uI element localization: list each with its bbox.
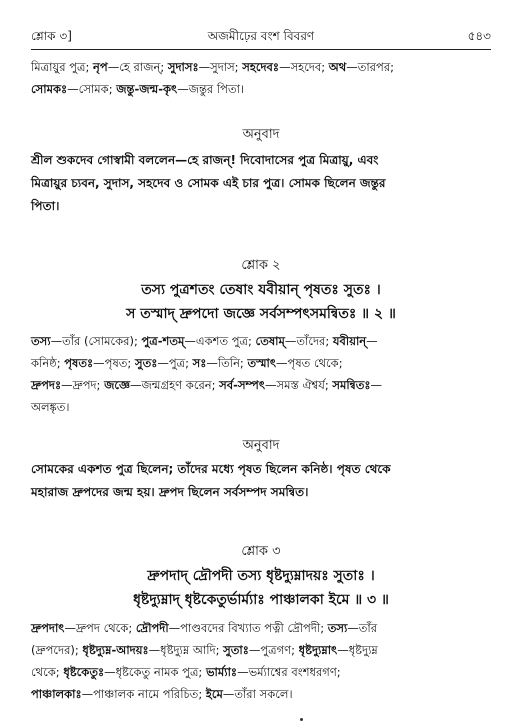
translation-line: সোমকের একশত পুত্র ছিলেন; তাঁদের মধ্যে পৃষত ছিলেন কনিষ্ঠ। পৃষত থেকে (31, 462, 391, 476)
verse-line: দ্রুপদাদ্ দ্রৌপদী তস্য ধৃষ্টদ্যুম্নাদয়ঃ সুতাঃ । (147, 568, 375, 584)
translation-line: শ্রীল শুকদেব গোস্বামী বললেন—হে রাজন্! দিবোদাসের পুত্র মিত্রায়ু, এবং (31, 153, 379, 167)
verse-line: তস্য পুত্রশতং তেষাং যবীয়ান্ পৃষতঃ সুতঃ । (141, 282, 381, 298)
verse-reference: শ্লোক ৩] (31, 29, 72, 43)
synonyms (31, 617, 491, 705)
verse-line: ধৃষ্টদ্যুম্নাদ্ ধৃষ্টকেতুর্ভার্ম্যাঃ পাঞ্চালকা ইমে ॥ ৩ ॥ (133, 592, 389, 608)
page-number: ৫৪৩ (467, 29, 491, 43)
translation-text (31, 458, 491, 504)
chapter-title: অজমীঢ়ের বংশ বিবরণ (207, 29, 315, 43)
print-speck (300, 718, 303, 721)
verse-heading: শ্লোক ২ (241, 258, 281, 273)
synonyms (31, 330, 491, 418)
synonym-line: থেকে; ধৃষ্টকেতুঃ—ধৃষ্টকেতু নামক পুত্র; ভার্ম্যাঃ—ভর্ম্যাশ্বের বংশধরগণ; (31, 665, 341, 679)
synonym-line: তস্য—তাঁর (সোমকের); পুত্র-শতম্—একশত পুত্র; তেষাম্—তাঁদের; যবীয়ান্— (31, 334, 378, 348)
header-rule (31, 49, 491, 50)
verse-line: স তস্মাদ্ দ্রুপদো জজ্ঞে সর্বসম্পৎসমন্বিতঃ ॥ ২ ॥ (126, 306, 396, 322)
synonyms-continued (31, 56, 491, 100)
translation-heading: অনুবাদ (242, 127, 280, 142)
translation-text (31, 149, 491, 218)
translation-heading: অনুবাদ (242, 438, 280, 453)
synonym-line: অলঙ্কৃত। (31, 400, 70, 414)
synonym-line: কনিষ্ঠ; পৃষতঃ—পৃষত; সুতঃ—পুত্র; সঃ—তিনি; তস্মাৎ—পৃষত থেকে; (31, 356, 343, 370)
synonym-line: পাঞ্চালকাঃ—পাঞ্চালক নামে পরিচিত; ইমে—তাঁরা সকলে। (31, 687, 293, 701)
synonym-line: (দ্রুপদের); ধৃষ্টদ্যুম্ন-আদয়ঃ—ধৃষ্টদ্যুম্ন আদি; সুতাঃ—পুত্রগণ; ধৃষ্টদ্যুম্নাৎ—ধৃষ্টদ্যুম্ন (31, 643, 378, 657)
page-header (31, 26, 491, 46)
synonym-line: সোমকঃ—সোমক; জন্তু-জন্ম-কৃৎ—জন্তুর পিতা। (31, 82, 245, 96)
translation-line: পিতা। (31, 199, 60, 213)
verse-text (31, 278, 491, 326)
verse-heading: শ্লোক ৩ (241, 544, 281, 559)
translation-line: মহারাজ দ্রুপদের জন্ম হয়। দ্রুপদ ছিলেন সর্বসম্পদ সমন্বিত। (31, 485, 309, 499)
synonym-line: দ্রুপদঃ—দ্রুপদ; জজ্ঞে—জন্মগ্রহণ করেন; সর্ব-সম্পৎ—সমস্ত ঐশ্বর্য; সমন্বিতঃ— (31, 378, 383, 392)
synonym-line: মিত্রায়ুর পুত্র; নৃপ—হে রাজন্; সুদাসঃ—সুদাস; সহদেবঃ—সহদেব; অথ—তারপর; (31, 60, 395, 74)
verse-text (31, 564, 491, 612)
translation-line: মিত্রায়ুর চ্যবন, সুদাস, সহদেব ও সোমক এই চার পুত্র। সোমক ছিলেন জন্তুর (31, 176, 386, 190)
synonym-line: দ্রুপদাৎ—দ্রুপদ থেকে; দ্রৌপদী—পাণ্ডবদের বিখ্যাত পত্নী দ্রৌপদী; তস্য—তাঁর (31, 621, 378, 635)
